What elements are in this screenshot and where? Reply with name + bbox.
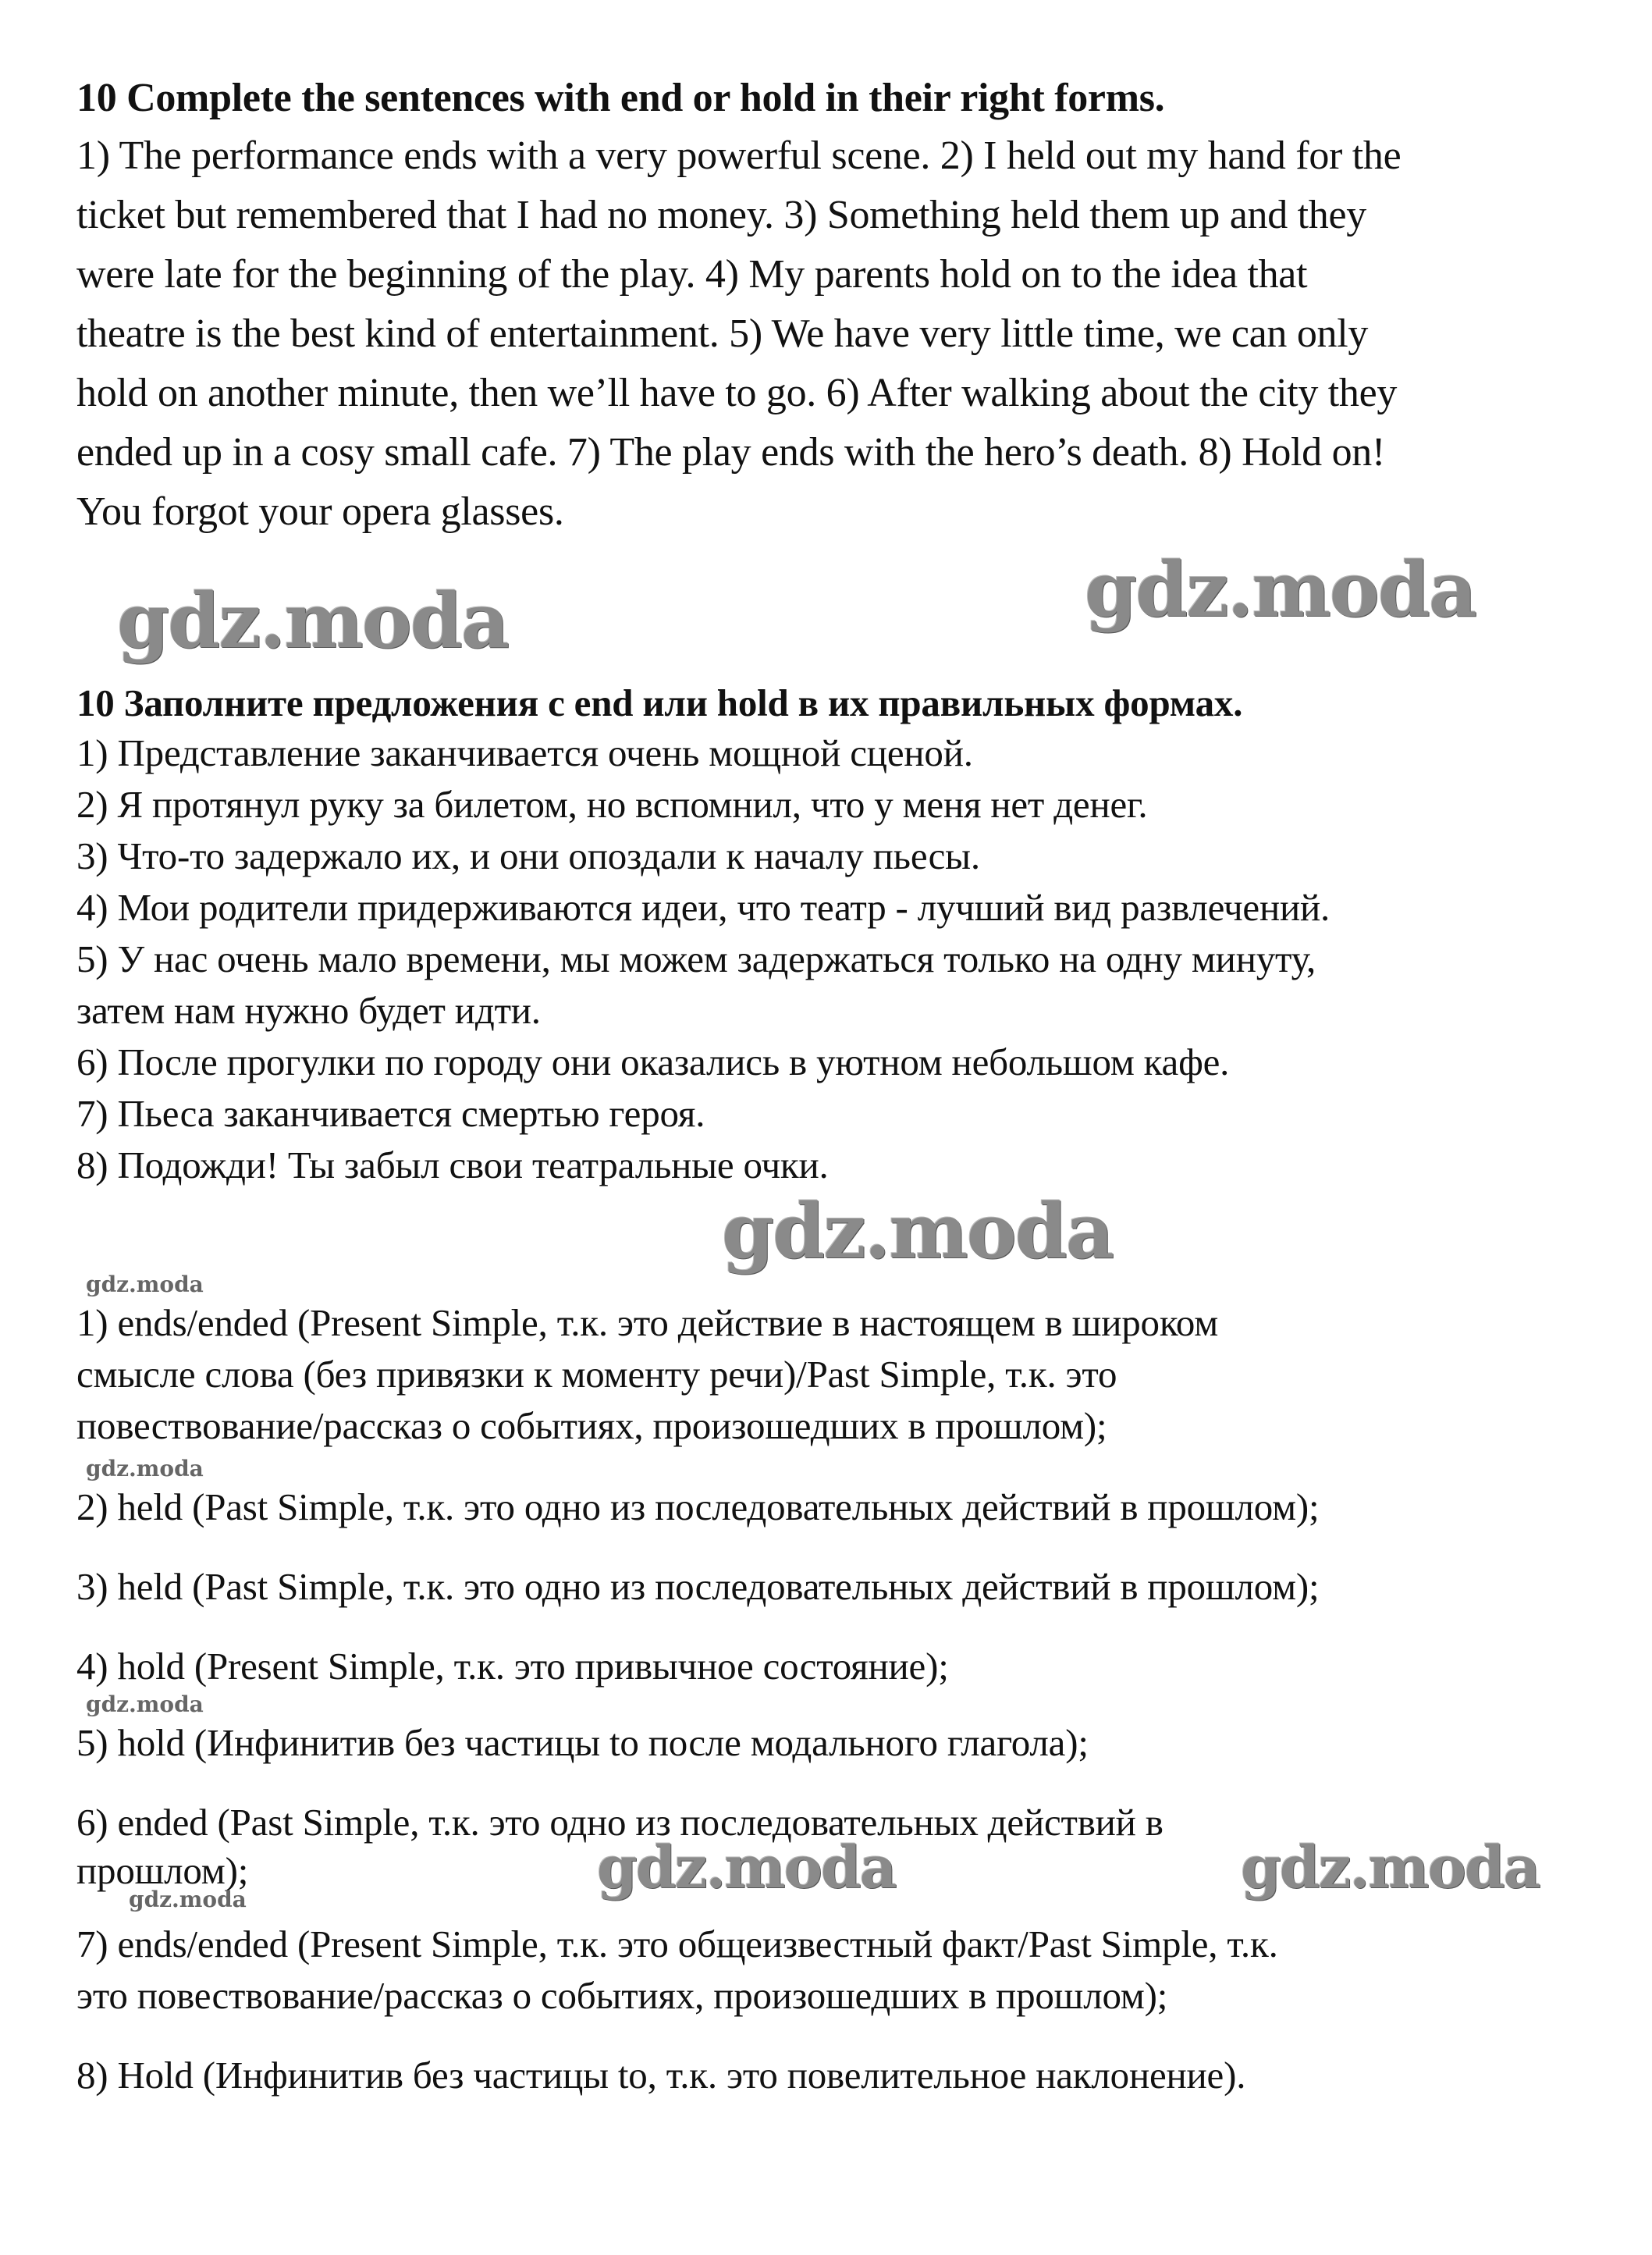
watermark-small: gdz.moda [129,1887,247,1912]
answer-line: 4) hold (Present Simple, т.к. это привычное состояние); [76,1645,949,1688]
russian-line: 6) После прогулки по городу они оказались в уютном небольшом кафе. [76,1040,1230,1083]
english-line: 1) The performance ends with a very powerful scene. 2) I held out my hand for the [76,133,1402,178]
answer-line: повествование/рассказ о событиях, произошедших в прошлом); [76,1404,1107,1447]
watermark-logo: gdz.moda [1085,546,1476,634]
english-heading: 10 Complete the sentences with end or hold in their right forms. [76,76,1165,120]
watermark-logo: gdz.moda [722,1187,1114,1275]
answer-line: 6) ended (Past Simple, т.к. это одно из последовательных действий в [76,1801,1164,1844]
russian-line: 2) Я протянул руку за билетом, но вспомнил, что у меня нет денег. [76,783,1148,826]
watermark-logo: gdz.moda [117,577,509,665]
english-line: ticket but remembered that I had no money. 3) Something held them up and they [76,193,1366,237]
watermark-small: gdz.moda [86,1456,204,1481]
answer-line: 1) ends/ended (Present Simple, т.к. это действие в настоящем в широком [76,1301,1219,1344]
russian-line: 5) У нас очень мало времени, мы можем задержаться только на одну минуту, [76,937,1316,980]
answer-line: это повествование/рассказ о событиях, произошедших в прошлом); [76,1974,1168,2017]
answer-line: смысле слова (без привязки к моменту речи)/Past Simple, т.к. это [76,1353,1117,1396]
russian-heading: 10 Заполните предложения с end или hold в их правильных формах. [76,681,1243,724]
english-line: You forgot your opera glasses. [76,489,564,534]
english-line: hold on another minute, then we’ll have to go. 6) After walking about the city they [76,371,1398,415]
answer-line: 7) ends/ended (Present Simple, т.к. это общеизвестный факт/Past Simple, т.к. [76,1922,1278,1965]
watermark-small: gdz.moda [86,1691,204,1717]
answer-line: прошлом); [76,1849,249,1892]
russian-line: 8) Подожди! Ты забыл свои театральные очки. [76,1144,829,1186]
english-line: ended up in a cosy small cafe. 7) The play ends with the hero’s death. 8) Hold on! [76,430,1385,475]
watermark-logo: gdz.moda [1241,1834,1540,1901]
watermark-small: gdz.moda [86,1272,204,1297]
russian-line: затем нам нужно будет идти. [76,989,541,1032]
answer-line: 5) hold (Инфинитив без частицы to после модального глагола); [76,1721,1089,1764]
english-line: theatre is the best kind of entertainment. 5) We have very little time, we can only [76,311,1369,356]
russian-line: 7) Пьеса заканчивается смертью героя. [76,1092,705,1135]
answer-line: 2) held (Past Simple, т.к. это одно из последовательных действий в прошлом); [76,1485,1320,1528]
watermark-logo: gdz.moda [597,1834,896,1901]
english-line: were late for the beginning of the play. 4) My parents hold on to the idea that [76,252,1308,297]
russian-line: 4) Мои родители придерживаются идеи, что театр - лучший вид развлечений. [76,886,1330,929]
russian-line: 3) Что-то задержало их, и они опоздали к началу пьесы. [76,834,980,877]
answer-line: 8) Hold (Инфинитив без частицы to, т.к. это повелительное наклонение). [76,2054,1246,2097]
answer-line: 3) held (Past Simple, т.к. это одно из последовательных действий в прошлом); [76,1565,1320,1608]
russian-line: 1) Представление заканчивается очень мощной сценой. [76,731,973,774]
